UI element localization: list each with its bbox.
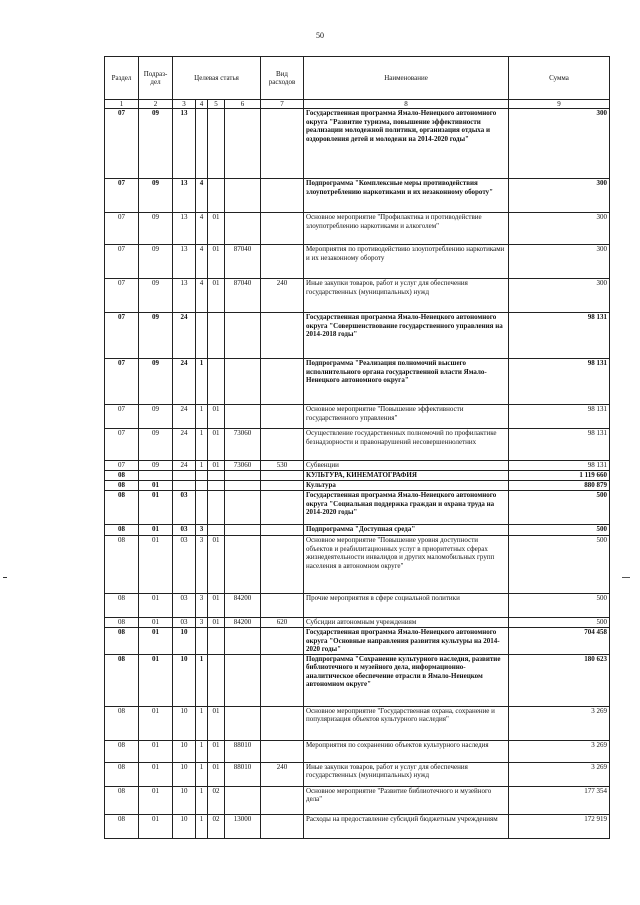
podrazdel-cell: 09 xyxy=(139,313,173,359)
razdel-cell: 07 xyxy=(105,179,139,213)
table-row xyxy=(105,461,610,471)
razdel-cell: 07 xyxy=(105,213,139,245)
podrazdel-cell: 09 xyxy=(139,279,173,313)
amount-cell: 300 xyxy=(509,213,610,245)
program-code-cell: 10 xyxy=(173,762,196,786)
table-row xyxy=(105,618,610,628)
direction-code-cell xyxy=(225,109,261,179)
expense-type-cell xyxy=(261,786,304,814)
razdel-cell: 07 xyxy=(105,461,139,471)
program-code-cell: 10 xyxy=(173,740,196,762)
razdel-cell: 07 xyxy=(105,109,139,179)
subprogram-code-cell: 1 xyxy=(196,654,208,706)
col-number: 4 xyxy=(196,100,208,109)
event-code-cell: 01 xyxy=(208,429,225,461)
razdel-cell: 08 xyxy=(105,481,139,491)
program-code-cell: 03 xyxy=(173,618,196,628)
amount-cell: 98 131 xyxy=(509,313,610,359)
expense-type-cell xyxy=(261,471,304,481)
program-code-cell: 13 xyxy=(173,179,196,213)
header-naimenovanie: Наименование xyxy=(304,57,509,100)
razdel-cell: 08 xyxy=(105,786,139,814)
direction-code-cell xyxy=(225,628,261,655)
col-number: 8 xyxy=(304,100,509,109)
event-code-cell xyxy=(208,481,225,491)
name-cell: Мероприятия по противодействию злоупотреблению наркотиками и их незаконному обороту xyxy=(304,245,509,279)
table-row xyxy=(105,313,610,359)
page-number: 50 xyxy=(316,31,324,40)
subprogram-code-cell: 1 xyxy=(196,786,208,814)
table-row xyxy=(105,405,610,429)
col-number: 1 xyxy=(105,100,139,109)
expense-type-cell: 620 xyxy=(261,618,304,628)
table-row xyxy=(105,786,610,814)
table-row xyxy=(105,429,610,461)
program-code-cell: 24 xyxy=(173,313,196,359)
amount-cell: 98 131 xyxy=(509,461,610,471)
subprogram-code-cell xyxy=(196,481,208,491)
direction-code-cell: 87040 xyxy=(225,245,261,279)
expense-type-cell xyxy=(261,245,304,279)
program-code-cell: 24 xyxy=(173,405,196,429)
razdel-cell: 08 xyxy=(105,618,139,628)
podrazdel-cell: 01 xyxy=(139,481,173,491)
amount-cell: 500 xyxy=(509,525,610,536)
amount-cell: 300 xyxy=(509,179,610,213)
subprogram-code-cell: 3 xyxy=(196,536,208,594)
expense-type-cell xyxy=(261,628,304,655)
name-cell: Подпрограмма "Реализация полномочий высшего исполнительного органа государственной власти Ямало-Ненецкого автономного округа" xyxy=(304,359,509,405)
direction-code-cell xyxy=(225,491,261,525)
event-code-cell: 02 xyxy=(208,786,225,814)
event-code-cell xyxy=(208,179,225,213)
table-row xyxy=(105,536,610,594)
col-number: 5 xyxy=(208,100,225,109)
direction-code-cell: 88010 xyxy=(225,762,261,786)
podrazdel-cell: 01 xyxy=(139,654,173,706)
direction-code-cell xyxy=(225,481,261,491)
event-code-cell: 01 xyxy=(208,618,225,628)
table-row xyxy=(105,594,610,618)
direction-code-cell: 84200 xyxy=(225,594,261,618)
subprogram-code-cell: 3 xyxy=(196,618,208,628)
direction-code-cell xyxy=(225,525,261,536)
table-row xyxy=(105,491,610,525)
subprogram-code-cell: 1 xyxy=(196,706,208,740)
razdel-cell: 08 xyxy=(105,762,139,786)
program-code-cell: 10 xyxy=(173,706,196,740)
name-cell: Основное мероприятие "Развитие библиотечного и музейного дела" xyxy=(304,786,509,814)
program-code-cell: 03 xyxy=(173,491,196,525)
table-row xyxy=(105,654,610,706)
expense-type-cell: 530 xyxy=(261,461,304,471)
direction-code-cell: 87040 xyxy=(225,279,261,313)
program-code-cell: 13 xyxy=(173,109,196,179)
razdel-cell: 08 xyxy=(105,536,139,594)
subprogram-code-cell: 1 xyxy=(196,405,208,429)
event-code-cell: 01 xyxy=(208,279,225,313)
header-razdel: Раздел xyxy=(105,57,139,100)
event-code-cell xyxy=(208,628,225,655)
program-code-cell: 13 xyxy=(173,245,196,279)
name-cell: Культура xyxy=(304,481,509,491)
expense-type-cell xyxy=(261,313,304,359)
razdel-cell: 08 xyxy=(105,594,139,618)
column-number-row xyxy=(105,100,610,109)
direction-code-cell xyxy=(225,213,261,245)
podrazdel-cell: 09 xyxy=(139,109,173,179)
amount-cell: 1 119 660 xyxy=(509,471,610,481)
direction-code-cell xyxy=(225,313,261,359)
direction-code-cell xyxy=(225,536,261,594)
direction-code-cell xyxy=(225,786,261,814)
razdel-cell: 07 xyxy=(105,359,139,405)
program-code-cell: 10 xyxy=(173,786,196,814)
amount-cell: 98 131 xyxy=(509,359,610,405)
name-cell: Иные закупки товаров, работ и услуг для обеспечения государственных (муниципальных) нужд xyxy=(304,279,509,313)
amount-cell: 500 xyxy=(509,594,610,618)
razdel-cell: 07 xyxy=(105,279,139,313)
header-celevaya-statya: Целевая статья xyxy=(173,57,261,100)
name-cell: Государственная программа Ямало-Ненецкого автономного округа "Совершенствование государственного управления на 2014-2018 годы" xyxy=(304,313,509,359)
event-code-cell xyxy=(208,471,225,481)
table-row xyxy=(105,628,610,655)
name-cell: Расходы на предоставление субсидий бюджетным учреждениям xyxy=(304,814,509,838)
razdel-cell: 08 xyxy=(105,628,139,655)
razdel-cell: 07 xyxy=(105,405,139,429)
name-cell: Субвенции xyxy=(304,461,509,471)
table-row xyxy=(105,481,610,491)
header-summa: Сумма xyxy=(509,57,610,100)
program-code-cell: 10 xyxy=(173,654,196,706)
subprogram-code-cell: 1 xyxy=(196,740,208,762)
name-cell: Мероприятия по сохранению объектов культурного наследия xyxy=(304,740,509,762)
podrazdel-cell xyxy=(139,471,173,481)
direction-code-cell xyxy=(225,359,261,405)
direction-code-cell: 73060 xyxy=(225,429,261,461)
subprogram-code-cell xyxy=(196,628,208,655)
direction-code-cell xyxy=(225,706,261,740)
amount-cell: 3 269 xyxy=(509,740,610,762)
program-code-cell: 03 xyxy=(173,536,196,594)
table-row xyxy=(105,471,610,481)
expense-type-cell xyxy=(261,654,304,706)
program-code-cell: 03 xyxy=(173,594,196,618)
subprogram-code-cell: 3 xyxy=(196,525,208,536)
table-row xyxy=(105,109,610,179)
name-cell: Субсидии автономным учреждениям xyxy=(304,618,509,628)
name-cell: Подпрограмма "Доступная среда" xyxy=(304,525,509,536)
col-number: 7 xyxy=(261,100,304,109)
col-number: 2 xyxy=(139,100,173,109)
name-cell: Основное мероприятие "Государственная охрана, сохранение и популяризация объектов культурного наследия" xyxy=(304,706,509,740)
name-cell: Иные закупки товаров, работ и услуг для обеспечения государственных (муниципальных) нужд xyxy=(304,762,509,786)
podrazdel-cell: 01 xyxy=(139,628,173,655)
program-code-cell: 24 xyxy=(173,359,196,405)
name-cell: Государственная программа Ямало-Ненецкого автономного округа "Социальная поддержка граждан и охрана труда на 2014-2020 годы" xyxy=(304,491,509,525)
header-podrazdel: Подраз-дел xyxy=(139,57,173,100)
name-cell: КУЛЬТУРА, КИНЕМАТОГРАФИЯ xyxy=(304,471,509,481)
razdel-cell: 08 xyxy=(105,654,139,706)
direction-code-cell xyxy=(225,405,261,429)
program-code-cell: 10 xyxy=(173,628,196,655)
col-number: 3 xyxy=(173,100,196,109)
name-cell: Подпрограмма "Сохранение культурного наследия, развитие библиотечного и музейного дела, информационно-аналитическое обеспечение отрасли в Ямало-Ненецком автономном округе" xyxy=(304,654,509,706)
amount-cell: 98 131 xyxy=(509,429,610,461)
header-row xyxy=(105,57,610,100)
podrazdel-cell: 09 xyxy=(139,405,173,429)
subprogram-code-cell: 1 xyxy=(196,762,208,786)
expense-type-cell xyxy=(261,359,304,405)
name-cell: Основное мероприятие "Повышение уровня доступности объектов и реабилитационных услуг в приоритетных сферах жизнедеятельности инвалидов и других маломобильных групп населения в автономном округе" xyxy=(304,536,509,594)
table-body xyxy=(105,109,610,839)
expense-type-cell xyxy=(261,491,304,525)
subprogram-code-cell xyxy=(196,313,208,359)
subprogram-code-cell: 4 xyxy=(196,245,208,279)
subprogram-code-cell xyxy=(196,109,208,179)
expense-type-cell: 240 xyxy=(261,279,304,313)
podrazdel-cell: 01 xyxy=(139,491,173,525)
table-row xyxy=(105,706,610,740)
expense-type-cell xyxy=(261,109,304,179)
razdel-cell: 08 xyxy=(105,740,139,762)
amount-cell: 300 xyxy=(509,109,610,179)
event-code-cell: 01 xyxy=(208,740,225,762)
program-code-cell xyxy=(173,471,196,481)
program-code-cell xyxy=(173,481,196,491)
amount-cell: 704 458 xyxy=(509,628,610,655)
program-code-cell: 03 xyxy=(173,525,196,536)
event-code-cell: 01 xyxy=(208,461,225,471)
event-code-cell: 01 xyxy=(208,762,225,786)
podrazdel-cell: 01 xyxy=(139,762,173,786)
event-code-cell xyxy=(208,491,225,525)
budget-table xyxy=(104,56,610,839)
direction-code-cell: 73060 xyxy=(225,461,261,471)
expense-type-cell xyxy=(261,536,304,594)
razdel-cell: 07 xyxy=(105,245,139,279)
podrazdel-cell: 01 xyxy=(139,814,173,838)
name-cell: Осуществление государственных полномочий по профилактике безнадзорности и правонарушений несовершеннолетних xyxy=(304,429,509,461)
direction-code-cell: 13000 xyxy=(225,814,261,838)
program-code-cell: 10 xyxy=(173,814,196,838)
razdel-cell: 08 xyxy=(105,491,139,525)
col-number: 9 xyxy=(509,100,610,109)
expense-type-cell xyxy=(261,525,304,536)
amount-cell: 300 xyxy=(509,245,610,279)
direction-code-cell: 88010 xyxy=(225,740,261,762)
expense-type-cell xyxy=(261,740,304,762)
podrazdel-cell: 09 xyxy=(139,359,173,405)
col-number: 6 xyxy=(225,100,261,109)
amount-cell: 500 xyxy=(509,536,610,594)
event-code-cell: 02 xyxy=(208,814,225,838)
expense-type-cell xyxy=(261,481,304,491)
name-cell: Государственная программа Ямало-Ненецкого автономного округа "Основные направления развития культуры на 2014-2020 годы" xyxy=(304,628,509,655)
event-code-cell: 01 xyxy=(208,213,225,245)
table-row xyxy=(105,762,610,786)
event-code-cell xyxy=(208,654,225,706)
expense-type-cell xyxy=(261,213,304,245)
subprogram-code-cell xyxy=(196,491,208,525)
event-code-cell xyxy=(208,313,225,359)
podrazdel-cell: 01 xyxy=(139,740,173,762)
podrazdel-cell: 09 xyxy=(139,213,173,245)
program-code-cell: 24 xyxy=(173,461,196,471)
table-row xyxy=(105,740,610,762)
podrazdel-cell: 09 xyxy=(139,245,173,279)
subprogram-code-cell: 1 xyxy=(196,359,208,405)
expense-type-cell xyxy=(261,706,304,740)
expense-type-cell: 240 xyxy=(261,762,304,786)
name-cell: Государственная программа Ямало-Ненецкого автономного округа "Развитие туризма, повышение эффективности реализации молодежной политики, организация отдыха и оздоровления детей и молодежи на 2014-2020 годы" xyxy=(304,109,509,179)
amount-cell: 500 xyxy=(509,491,610,525)
podrazdel-cell: 09 xyxy=(139,429,173,461)
amount-cell: 180 623 xyxy=(509,654,610,706)
amount-cell: 880 879 xyxy=(509,481,610,491)
name-cell: Прочие мероприятия в сфере социальной политики xyxy=(304,594,509,618)
table-row xyxy=(105,179,610,213)
direction-code-cell: 84200 xyxy=(225,618,261,628)
subprogram-code-cell: 1 xyxy=(196,461,208,471)
podrazdel-cell: 09 xyxy=(139,461,173,471)
amount-cell: 177 354 xyxy=(509,786,610,814)
subprogram-code-cell: 4 xyxy=(196,179,208,213)
event-code-cell xyxy=(208,109,225,179)
subprogram-code-cell: 1 xyxy=(196,814,208,838)
event-code-cell: 01 xyxy=(208,405,225,429)
event-code-cell: 01 xyxy=(208,245,225,279)
table-row xyxy=(105,245,610,279)
razdel-cell: 08 xyxy=(105,706,139,740)
table-row xyxy=(105,814,610,838)
direction-code-cell xyxy=(225,654,261,706)
table-row xyxy=(105,213,610,245)
event-code-cell: 01 xyxy=(208,536,225,594)
name-cell: Основное мероприятие "Профилактика и противодействие злоупотреблению наркотиками и алкоголем" xyxy=(304,213,509,245)
amount-cell: 500 xyxy=(509,618,610,628)
podrazdel-cell: 01 xyxy=(139,786,173,814)
expense-type-cell xyxy=(261,814,304,838)
event-code-cell xyxy=(208,525,225,536)
header-vid-rashodov: Вид расходов xyxy=(261,57,304,100)
podrazdel-cell: 01 xyxy=(139,706,173,740)
subprogram-code-cell: 1 xyxy=(196,429,208,461)
amount-cell: 300 xyxy=(509,279,610,313)
subprogram-code-cell xyxy=(196,471,208,481)
podrazdel-cell: 01 xyxy=(139,536,173,594)
program-code-cell: 13 xyxy=(173,279,196,313)
razdel-cell: 08 xyxy=(105,471,139,481)
program-code-cell: 24 xyxy=(173,429,196,461)
expense-type-cell xyxy=(261,179,304,213)
expense-type-cell xyxy=(261,405,304,429)
razdel-cell: 07 xyxy=(105,429,139,461)
margin-mark-right xyxy=(622,577,630,578)
expense-type-cell xyxy=(261,594,304,618)
direction-code-cell xyxy=(225,471,261,481)
table-row xyxy=(105,525,610,536)
event-code-cell: 01 xyxy=(208,706,225,740)
amount-cell: 98 131 xyxy=(509,405,610,429)
event-code-cell: 01 xyxy=(208,594,225,618)
razdel-cell: 08 xyxy=(105,525,139,536)
table-row xyxy=(105,279,610,313)
podrazdel-cell: 01 xyxy=(139,594,173,618)
margin-mark-left xyxy=(3,577,7,578)
podrazdel-cell: 01 xyxy=(139,618,173,628)
name-cell: Подпрограмма "Комплексные меры противодействия злоупотреблению наркотиками и их незаконному обороту" xyxy=(304,179,509,213)
podrazdel-cell: 09 xyxy=(139,179,173,213)
amount-cell: 3 269 xyxy=(509,706,610,740)
razdel-cell: 08 xyxy=(105,814,139,838)
subprogram-code-cell: 4 xyxy=(196,279,208,313)
table-row xyxy=(105,359,610,405)
razdel-cell: 07 xyxy=(105,313,139,359)
amount-cell: 3 269 xyxy=(509,762,610,786)
name-cell: Основное мероприятие "Повышение эффективности государственного управления" xyxy=(304,405,509,429)
direction-code-cell xyxy=(225,179,261,213)
subprogram-code-cell: 4 xyxy=(196,213,208,245)
podrazdel-cell: 01 xyxy=(139,525,173,536)
event-code-cell xyxy=(208,359,225,405)
subprogram-code-cell: 3 xyxy=(196,594,208,618)
amount-cell: 172 919 xyxy=(509,814,610,838)
program-code-cell: 13 xyxy=(173,213,196,245)
expense-type-cell xyxy=(261,429,304,461)
